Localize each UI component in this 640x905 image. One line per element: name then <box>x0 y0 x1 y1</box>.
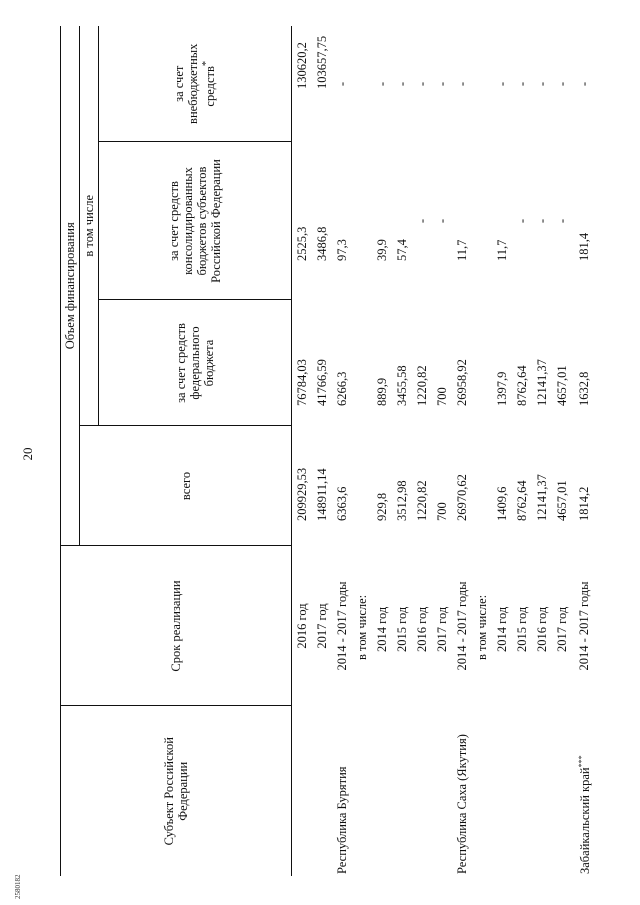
table-header <box>61 26 292 876</box>
cell-federal-text: 700 <box>435 387 449 406</box>
cell-total-text: 1814,2 <box>576 486 591 521</box>
cell-subject <box>552 706 572 876</box>
cell-regional <box>292 142 313 300</box>
cell-subject <box>292 706 313 876</box>
cell-total <box>512 426 532 546</box>
cell-federal-text: 26958,92 <box>455 359 469 406</box>
cell-extrabudget-text: - <box>515 81 529 87</box>
cell-regional-text: 11,7 <box>495 239 509 261</box>
cell-period <box>372 546 392 706</box>
header-extrabudget: за счет внебюджетных средств* <box>99 26 292 142</box>
table-row <box>332 26 352 876</box>
cell-regional <box>412 142 432 300</box>
cell-subject <box>512 706 532 876</box>
cell-federal <box>412 300 432 426</box>
cell-total <box>372 426 392 546</box>
cell-total-text: 1409,6 <box>495 486 509 521</box>
cell-total-text: 4657,01 <box>555 480 569 521</box>
cell-federal-text: 1632,8 <box>576 371 591 406</box>
cell-period-text: 2017 год <box>315 603 329 649</box>
cell-subject-text: Республика Бурятия <box>335 766 349 874</box>
financing-table <box>60 26 595 876</box>
page-number: 20 <box>20 447 35 461</box>
cell-total-text: 1220,82 <box>415 480 429 521</box>
cell-regional <box>372 142 392 300</box>
cell-total <box>572 426 595 546</box>
cell-extrabudget <box>532 26 552 142</box>
cell-total <box>532 426 552 546</box>
cell-total-text: 6363,6 <box>335 486 349 521</box>
table-row <box>552 26 572 876</box>
cell-total <box>352 426 372 546</box>
cell-federal-text: 12141,37 <box>535 359 549 406</box>
cell-regional <box>492 142 512 300</box>
table-row <box>492 26 512 876</box>
cell-period <box>312 546 332 706</box>
cell-total-text: 700 <box>435 502 449 521</box>
cell-period <box>412 546 432 706</box>
cell-extrabudget <box>472 26 492 142</box>
header-period: Срок реализации <box>61 546 292 706</box>
cell-federal <box>512 300 532 426</box>
cell-extrabudget-text: - <box>395 81 409 87</box>
cell-extrabudget <box>312 26 332 142</box>
cell-extrabudget-text: - <box>455 81 469 87</box>
cell-extrabudget <box>452 26 472 142</box>
cell-regional-text: 181,4 <box>576 232 591 261</box>
cell-subject <box>532 706 552 876</box>
cell-regional <box>572 142 595 300</box>
cell-extrabudget-text: - <box>495 81 509 87</box>
cell-subject <box>392 706 412 876</box>
cell-federal-text: 6266,3 <box>335 371 349 406</box>
cell-extrabudget <box>352 26 372 142</box>
table-row <box>512 26 532 876</box>
cell-extrabudget <box>392 26 412 142</box>
cell-period-text: 2014 - 2017 годы <box>455 581 469 671</box>
cell-period-text: 2016 год <box>535 606 549 652</box>
cell-federal <box>352 300 372 426</box>
document-code: 2580182 <box>14 874 22 899</box>
cell-total <box>472 426 492 546</box>
cell-regional-text: 11,7 <box>455 239 469 261</box>
cell-regional <box>332 142 352 300</box>
table-row <box>312 26 332 876</box>
cell-subject <box>412 706 432 876</box>
cell-regional <box>392 142 412 300</box>
cell-extrabudget <box>372 26 392 142</box>
cell-extrabudget-text: 130620,2 <box>295 42 309 89</box>
cell-period-text: 2015 год <box>395 606 409 652</box>
table-row <box>472 26 492 876</box>
cell-subject <box>372 706 392 876</box>
cell-total <box>292 426 313 546</box>
table-row <box>412 26 432 876</box>
cell-regional-text: 57,4 <box>395 239 409 261</box>
cell-period <box>392 546 412 706</box>
cell-subject <box>332 706 352 876</box>
cell-federal <box>312 300 332 426</box>
cell-extrabudget-text: - <box>335 81 349 87</box>
cell-subject <box>352 706 372 876</box>
cell-period <box>432 546 452 706</box>
table-row <box>372 26 392 876</box>
cell-federal-text: 1220,82 <box>415 365 429 406</box>
cell-total-text: 148911,14 <box>315 468 329 521</box>
cell-extrabudget-text: 103657,75 <box>315 35 329 89</box>
cell-period <box>532 546 552 706</box>
header-subject: Субъект Российской Федерации <box>61 706 292 876</box>
cell-total-text: 12141,37 <box>535 474 549 521</box>
cell-federal <box>372 300 392 426</box>
cell-federal-text: 41766,59 <box>315 359 329 406</box>
cell-total <box>452 426 472 546</box>
cell-extrabudget-text: - <box>535 81 549 87</box>
cell-regional <box>532 142 552 300</box>
cell-regional-text: 3486,8 <box>315 226 329 261</box>
table-row <box>452 26 472 876</box>
cell-federal <box>392 300 412 426</box>
cell-period-text: 2016 год <box>295 603 309 649</box>
cell-subject <box>312 706 332 876</box>
cell-extrabudget-text: - <box>555 81 569 87</box>
table-body <box>292 26 596 876</box>
cell-total-text: 209929,53 <box>295 467 309 521</box>
cell-period-text: 2014 год <box>375 606 389 652</box>
cell-federal-text: 3455,58 <box>395 365 409 406</box>
cell-regional <box>512 142 532 300</box>
cell-period <box>452 546 472 706</box>
cell-total-text: 8762,64 <box>515 480 529 521</box>
cell-regional-text: 2525,3 <box>295 226 309 261</box>
cell-extrabudget <box>492 26 512 142</box>
cell-extrabudget-text: - <box>415 81 429 87</box>
cell-federal-text: 4657,01 <box>555 365 569 406</box>
cell-regional-text: - <box>515 218 529 224</box>
cell-extrabudget-text: - <box>375 81 389 87</box>
table-row <box>292 26 313 876</box>
cell-total <box>312 426 332 546</box>
cell-regional <box>472 142 492 300</box>
cell-period <box>472 546 492 706</box>
cell-federal <box>292 300 313 426</box>
cell-extrabudget <box>332 26 352 142</box>
cell-regional <box>552 142 572 300</box>
cell-period-text: 2017 год <box>435 606 449 652</box>
cell-subject <box>432 706 452 876</box>
cell-period-text: 2014 - 2017 годы <box>335 581 349 671</box>
cell-federal <box>432 300 452 426</box>
cell-period-text: в том числе: <box>355 594 369 660</box>
cell-period <box>332 546 352 706</box>
cell-regional <box>452 142 472 300</box>
header-federal: за счет средств федерального бюджета <box>99 300 292 426</box>
footnote-mark: *** <box>577 755 586 768</box>
cell-period-text: 2015 год <box>515 606 529 652</box>
cell-subject <box>452 706 472 876</box>
cell-subject-text: Забайкальский край <box>578 767 593 874</box>
cell-federal <box>552 300 572 426</box>
cell-federal <box>572 300 595 426</box>
cell-regional-text: 97,3 <box>335 239 349 261</box>
cell-total <box>392 426 412 546</box>
cell-federal <box>472 300 492 426</box>
table-row <box>352 26 372 876</box>
cell-federal <box>452 300 472 426</box>
footnote-mark: * <box>201 60 213 67</box>
cell-total <box>412 426 432 546</box>
cell-period-text: 2014 год <box>495 606 509 652</box>
cell-subject-text: Республика Саха (Якутия) <box>455 734 469 874</box>
cell-extrabudget <box>572 26 595 142</box>
cell-total-text: 26970,62 <box>455 474 469 521</box>
cell-subject <box>572 706 595 876</box>
cell-period-text: в том числе: <box>475 594 489 660</box>
cell-total <box>492 426 512 546</box>
cell-period-text: 2014 - 2017 годы <box>576 581 591 671</box>
cell-total <box>432 426 452 546</box>
cell-period-text: 2017 год <box>555 606 569 652</box>
cell-period <box>552 546 572 706</box>
cell-regional-text: - <box>415 218 429 224</box>
cell-extrabudget <box>552 26 572 142</box>
cell-period <box>572 546 595 706</box>
cell-extrabudget-text: - <box>576 81 591 87</box>
cell-extrabudget <box>292 26 313 142</box>
cell-regional-text: - <box>535 218 549 224</box>
cell-subject <box>472 706 492 876</box>
cell-total <box>552 426 572 546</box>
table-row <box>572 26 595 876</box>
cell-period <box>352 546 372 706</box>
table-row <box>432 26 452 876</box>
cell-total-text: 3512,98 <box>395 480 409 521</box>
header-regional: за счет средств консолидированных бюджетов субъектов Российской Федерации <box>99 142 292 300</box>
cell-total <box>332 426 352 546</box>
cell-federal <box>532 300 552 426</box>
cell-period <box>512 546 532 706</box>
cell-regional <box>312 142 332 300</box>
cell-regional-text: - <box>555 218 569 224</box>
cell-regional <box>432 142 452 300</box>
cell-federal-text: 1397,9 <box>495 371 509 406</box>
cell-regional-text: - <box>435 218 449 224</box>
cell-regional <box>352 142 372 300</box>
cell-total-text: 929,8 <box>375 492 389 521</box>
cell-period <box>492 546 512 706</box>
cell-extrabudget <box>432 26 452 142</box>
cell-extrabudget <box>512 26 532 142</box>
cell-regional-text: 39,9 <box>375 239 389 261</box>
cell-federal-text: 8762,64 <box>515 365 529 406</box>
cell-extrabudget-text: - <box>435 81 449 87</box>
header-including: в том числе <box>80 26 99 426</box>
cell-period-text: 2016 год <box>415 606 429 652</box>
header-financing: Объем финансирования <box>61 26 80 546</box>
cell-subject <box>492 706 512 876</box>
cell-period <box>292 546 313 706</box>
table-row <box>392 26 412 876</box>
cell-extrabudget <box>412 26 432 142</box>
cell-federal <box>332 300 352 426</box>
cell-federal <box>492 300 512 426</box>
cell-federal-text: 889,9 <box>375 377 389 406</box>
cell-federal-text: 76784,03 <box>295 359 309 406</box>
header-total: всего <box>80 426 292 546</box>
table-row <box>532 26 552 876</box>
